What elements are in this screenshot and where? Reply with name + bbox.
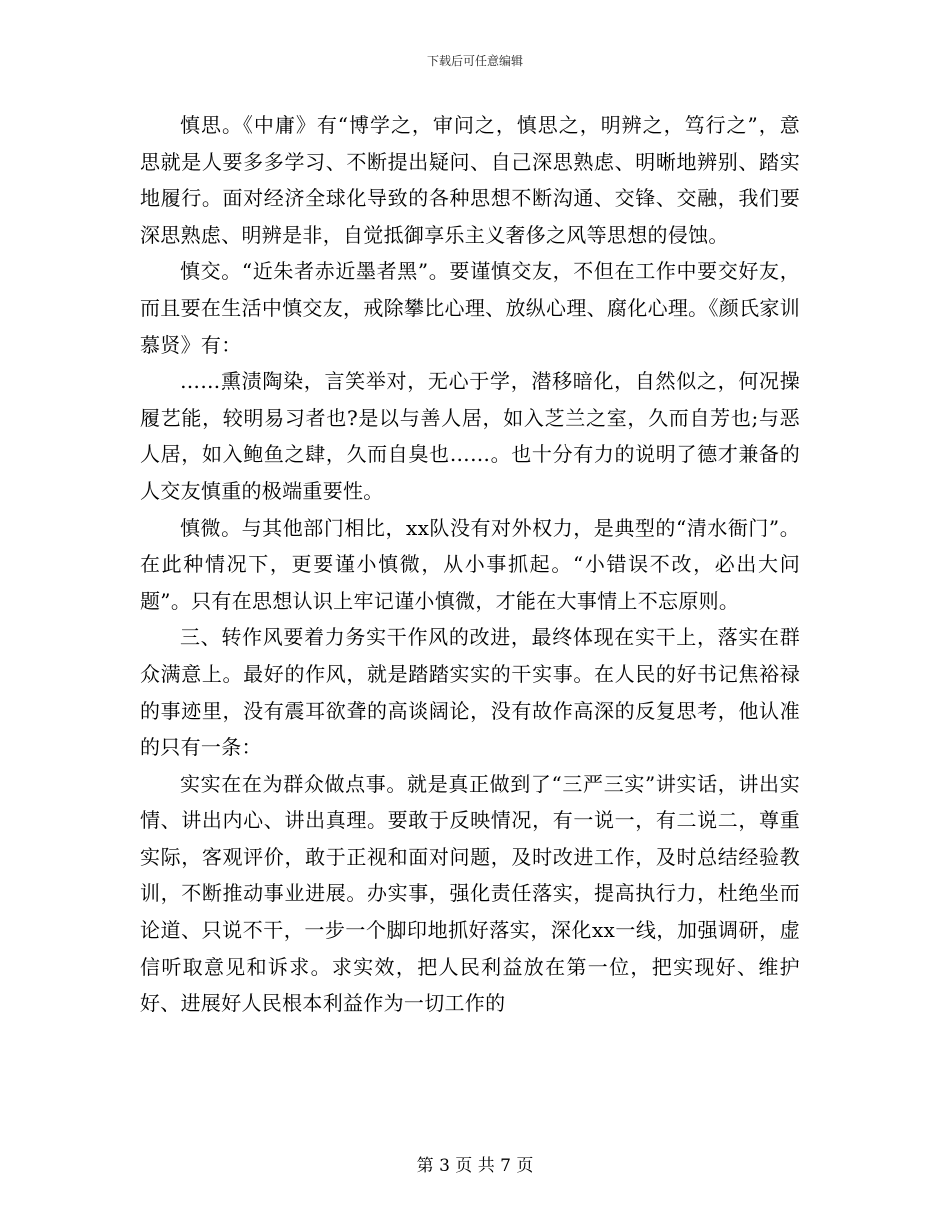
paragraph-shishi: 实实在在为群众做点事。就是真正做到了“三严三实”讲实话，讲出实情、讲出内心、讲出真理。要敢于反映情况，有一说一，有二说二，尊重实际，客观评价，敢于正视和面对问题，及时改进工作，及时总结经验教训，不断推动事业进展。办实事，强化责任落实，提高执行力，杜绝坐而论道、只说不干，一步一个脚印地抓好落实，深化xx一线，加强调研，虚信听取意见和诉求。求实效，把人民利益放在第一位，把实现好、维护好、进展好人民根本利益作为一切工作的 bbox=[140, 771, 800, 1016]
paragraph-section-three: 三、转作风要着力务实干作风的改进，最终体现在实干上，落实在群众满意上。最好的作风，就是踏踏实实的干实事。在人民的好书记焦裕禄的事迹里，没有震耳欲聋的高谈阔论，没有故作高深的反复思考，他认准的只有一条： bbox=[140, 625, 800, 760]
page-number: 第 3 页 共 7 页 bbox=[416, 1156, 534, 1176]
paragraph-shenwei: 慎微。与其他部门相比，xx队没有对外权力，是典型的“清水衙门”。在此种情况下，更要谨小慎微，从小事抓起。“小错误不改，必出大问题”。只有在思想认识上牢记谨小慎微，才能在大事情上不忘原则。 bbox=[140, 515, 800, 613]
document-body bbox=[140, 107, 800, 1022]
paragraph-quote-yanshi: ……熏渍陶染，言笑举对，无心于学，潜移暗化，自然似之，何况操履艺能，较明易习者也?是以与善人居，如入芝兰之室，久而自芳也;与恶人居，如入鲍鱼之肆，久而自臭也……。也十分有力的说明了德才兼备的人交友慎重的极端重要性。 bbox=[140, 369, 800, 503]
paragraph-shensi: 慎思。《中庸》有“博学之，审问之，慎思之，明辨之，笃行之”，意思就是人要多多学习、不断提出疑问、自己深思熟虑、明晰地辨别、踏实地履行。面对经济全球化导致的各种思想不断沟通、交锋、交融，我们要深思熟虑、明辨是非，自觉抵御享乐主义奢侈之风等思想的侵蚀。 bbox=[140, 113, 800, 247]
page-header: 下载后可任意编辑 bbox=[426, 54, 523, 68]
paragraph-shenjiao: 慎交。“近朱者赤近墨者黑”。要谨慎交友，不但在工作中要交好友，而且要在生活中慎交友，戒除攀比心理、放纵心理、腐化心理。《颜氏家训慕贤》有： bbox=[140, 259, 800, 357]
